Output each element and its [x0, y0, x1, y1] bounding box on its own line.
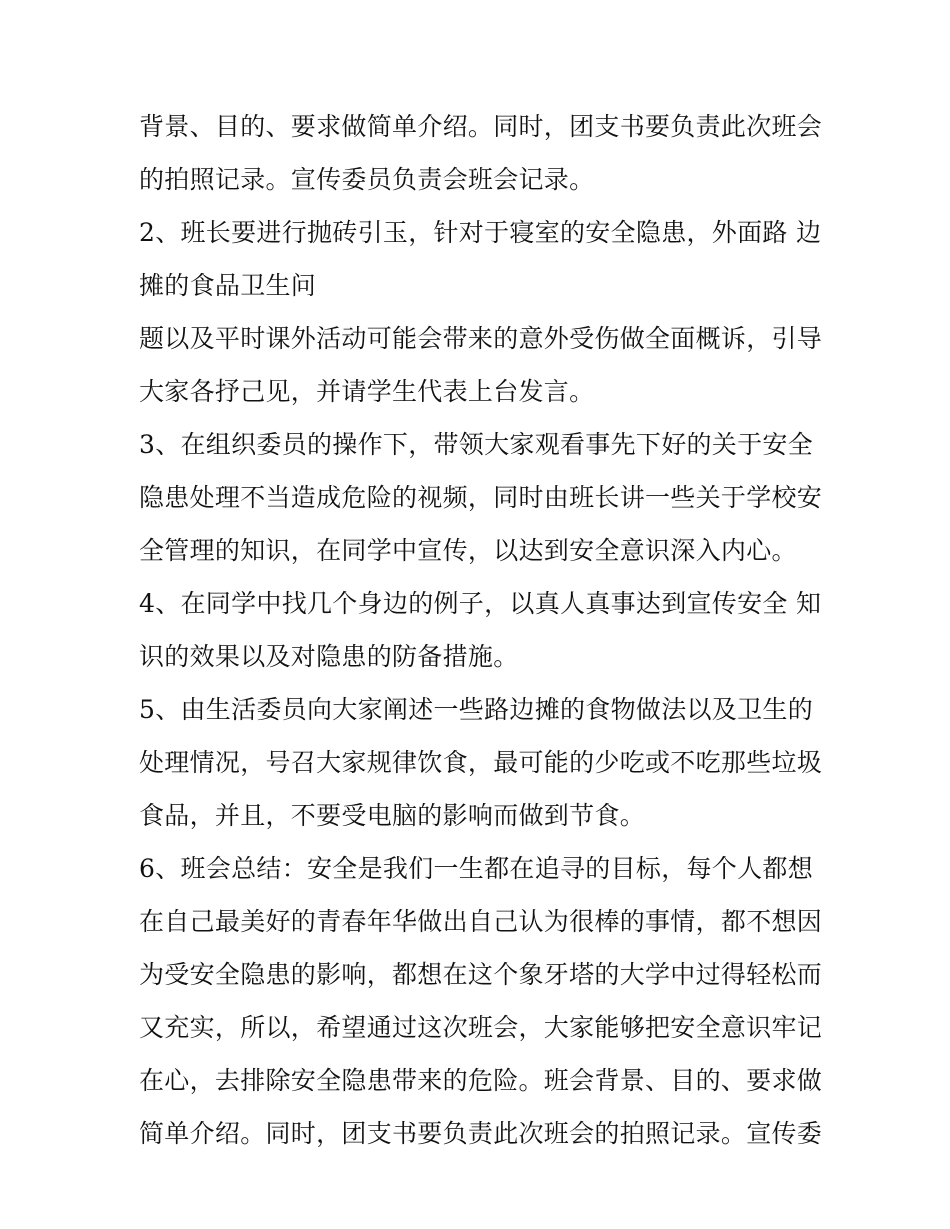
text-line: 题以及平时课外活动可能会带来的意外受伤做全面概诉，引导 — [139, 324, 823, 353]
document-body — [139, 100, 823, 1160]
text-line: 食品，并且，不要受电脑的影响而做到节食。 — [139, 801, 646, 830]
text-line: 大家各抒己见，并请学生代表上台发言。 — [139, 377, 595, 406]
text-line: 3、在组织委员的操作下，带领大家观看事先下好的关于安全 — [139, 430, 814, 459]
text-line: 在自己最美好的青春年华做出自己认为很棒的事情，都不想因 — [139, 907, 823, 936]
text-line: 在心，去排除安全隐患带来的危险。班会背景、目的、要求做 — [139, 1066, 823, 1095]
text-line: 全管理的知识，在同学中宣传，以达到安全意识深入内心。 — [139, 536, 797, 565]
text-line: 隐患处理不当造成危险的视频，同时由班长讲一些关于学校安 — [139, 483, 823, 512]
text-line: 识的效果以及对隐患的防备措施。 — [139, 642, 519, 671]
text-line: 6、班会总结：安全是我们一生都在追寻的目标，每个人都想 — [139, 854, 814, 883]
text-line: 的拍照记录。宣传委员负责会班会记录。 — [139, 165, 595, 194]
text-line: 又充实，所以，希望通过这次班会，大家能够把安全意识牢记 — [139, 1013, 823, 1042]
text-line: 背景、目的、要求做简单介绍。同时，团支书要负责此次班会 — [139, 112, 823, 141]
text-line: 处理情况，号召大家规律饮食，最可能的少吃或不吃那些垃圾 — [139, 748, 823, 777]
text-line: 4、在同学中找几个身边的例子，以真人真事达到宣传安全 知 — [139, 589, 822, 618]
text-line: 简单介绍。同时，团支书要负责此次班会的拍照记录。宣传委 — [139, 1119, 823, 1148]
text-line: 摊的食品卫生问 — [139, 271, 317, 300]
text-line: 5、由生活委员向大家阐述一些路边摊的食物做法以及卫生的 — [139, 695, 814, 724]
text-line: 2、班长要进行抛砖引玉，针对于寝室的安全隐患，外面路 边 — [139, 218, 822, 247]
text-line: 为受安全隐患的影响，都想在这个象牙塔的大学中过得轻松而 — [139, 960, 823, 989]
